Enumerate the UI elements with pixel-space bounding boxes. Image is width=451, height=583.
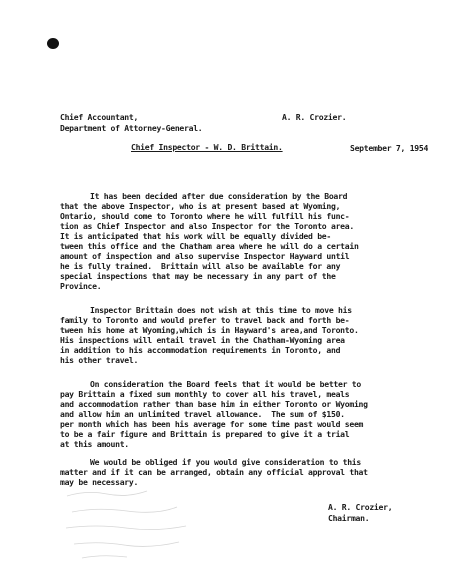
text-line: pay Brittain a fixed sum monthly to cover all his travel, meals xyxy=(60,389,350,399)
text-line: to be a fair figure and Brittain is prepared to give it a trial xyxy=(60,429,350,439)
text-line: tion as Chief Inspector and also Inspector for the Toronto area. xyxy=(60,221,354,231)
sender-name: A. R. Crozier. xyxy=(282,112,347,122)
text-line: per month which has been his average for some time past would seem xyxy=(60,419,364,429)
text-line: On consideration the Board feels that it would be better to xyxy=(90,379,361,389)
text-line: that the above Inspector, who is at present based at Wyoming, xyxy=(60,201,341,211)
recipient-department: Department of Attorney-General. xyxy=(60,123,203,133)
text-line: matter and if it can be arranged, obtain any official approval that xyxy=(60,467,368,477)
text-line: We would be obliged if you would give consideration to this xyxy=(90,457,361,467)
text-line: and allow him an unlimited travel allowance. The sum of $150. xyxy=(60,409,345,419)
text-line: he is fully trained. Brittain will also be available for any xyxy=(60,261,341,271)
text-line: may be necessary. xyxy=(60,477,139,487)
text-line: tween his home at Wyoming,which is in Hayward's area,and Toronto. xyxy=(60,325,359,335)
faint-handwriting-mark xyxy=(62,478,232,566)
text-line: It has been decided after due consideration by the Board xyxy=(90,191,348,201)
text-line: and accommodation rather than base him in either Toronto or Wyoming xyxy=(60,399,368,409)
text-line: Province. xyxy=(60,281,102,291)
text-line: amount of inspection and also supervise Inspector Hayward until xyxy=(60,251,350,261)
text-line: at this amount. xyxy=(60,439,129,449)
text-line: Inspector Brittain does not wish at this time to move his xyxy=(90,305,352,315)
text-line: family to Toronto and would prefer to travel back and forth be- xyxy=(60,315,350,325)
text-line: tween this office and the Chatham area where he will do a certain xyxy=(60,241,359,251)
memo-date: September 7, 1954 xyxy=(350,143,429,153)
punch-hole xyxy=(47,38,59,49)
text-line: His inspections will entail travel in the Chatham-Wyoming area xyxy=(60,335,345,345)
memo-subject: Chief Inspector - W. D. Brittain. xyxy=(131,142,283,152)
recipient-title: Chief Accountant, xyxy=(60,112,139,122)
text-line: Ontario, should come to Toronto where he will fulfill his func- xyxy=(60,211,350,221)
signature-name: A. R. Crozier, xyxy=(328,502,393,512)
text-line: in addition to his accommodation requirements in Toronto, and xyxy=(60,345,341,355)
text-line: special inspections that may be necessary in any part of the xyxy=(60,271,336,281)
signature-title: Chairman. xyxy=(328,513,370,523)
text-line: It is anticipated that his work will be equally divided be- xyxy=(60,231,331,241)
text-line: his other travel. xyxy=(60,355,139,365)
